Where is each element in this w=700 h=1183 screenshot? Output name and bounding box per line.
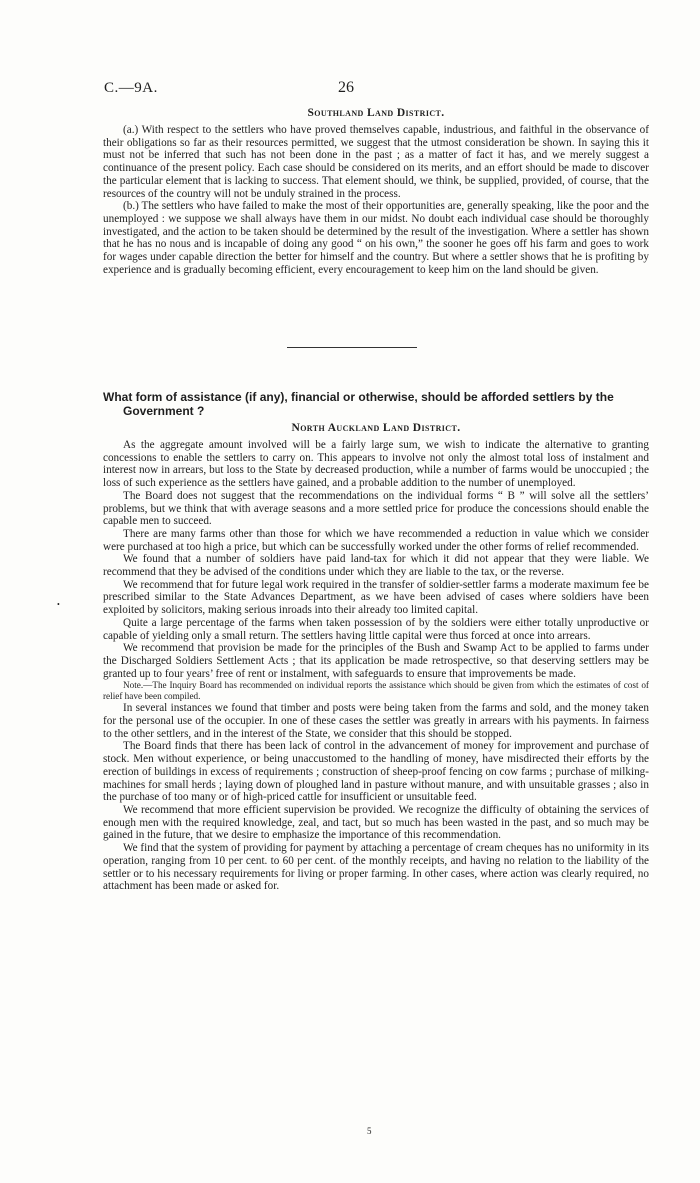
section-heading-north-auckland: North Auckland Land District. bbox=[291, 422, 461, 434]
paragraph: We find that the system of providing for payment by attaching a percentage of cream cheques has no uniformity in its operation, ranging from 10 per cent. to 60 per cent. of the monthly receipts, and having no relation to the liability of the settler or to his necessary requirements for living or proper farming. In other cases, where action was clearly required, no attachment has been made or asked for. bbox=[103, 842, 649, 893]
paragraph: There are many farms other than those for which we have recommended a reduction in value which we consider were purchased at too high a price, but which can be successfully worked under the other forms of relief recommended. bbox=[103, 527, 649, 553]
question-line-1: What form of assistance (if any), financial or otherwise, should be afforded settlers by the bbox=[103, 390, 614, 404]
section-heading-southland: Southland Land District. bbox=[307, 107, 445, 119]
page-number: 26 bbox=[338, 79, 354, 96]
paragraph: In several instances we found that timber and posts were being taken from the farms and sold, and the money taken for the personal use of the occupier. In one of these cases the settler was greatly in arrears with his payments. In fairness to the other settlers, and in the interest of the State, we consider that this should be stopped. bbox=[103, 702, 649, 740]
paragraph-a: (a.) With respect to the settlers who have proved themselves capable, industrious, and faithful in the observance of their obligations so far as their resources permitted, we suggest that the utmost consideration be shown. In saying this it must not be inferred that such has not been done in the past ; as a matter of fact it has, and we merely suggest a continuance of the present policy. Each case should be considered on its merits, and an effort should be made to discover the particular element that is lacking to success. That element should, we think, be supplied, provided, of course, that the resources of the country will not be unduly strained in the process. bbox=[103, 124, 649, 200]
section-southland bbox=[103, 107, 649, 276]
margin-dot-icon: • bbox=[57, 600, 60, 609]
paragraph: We recommend that provision be made for the principles of the Bush and Swamp Act to be applied to farms under the Discharged Soldiers Settlement Acts ; that its application be made retrospective, so that deserving settlers may be granted up to four years’ free of rent or instalment, with safeguards to ensure that improvements be made. bbox=[103, 642, 649, 680]
paragraph: The Board finds that there has been lack of control in the advancement of money for improvement and purchase of stock. Men without experience, or being unaccustomed to the handling of money, have misdirected their efforts by the erection of buildings in excess of requirements ; construction of sheep-proof fencing on cow farms ; purchase of milking-machines for small herds ; laying down of ploughed land in pasture without manure, and with unsuitable grasses ; also in the purchase of too many or of high-priced cattle for insufficient or unsuitable feed. bbox=[103, 740, 649, 804]
paragraph: As the aggregate amount involved will be a fairly large sum, we wish to indicate the alternative to granting concessions to enable the settlers to carry on. This appears to involve not only the almost total loss of instalment and interest now in arrears, but loss to the State by decreased production, while a number of farms would be unoccupied ; the loss of such experience as the settlers have gained, and a probable addition to the number of unemployed. bbox=[103, 439, 649, 490]
section-divider bbox=[287, 347, 417, 348]
paragraph: We recommend that more efficient supervision be provided. We recognize the difficulty of obtaining the services of enough men with the required knowledge, zeal, and tact, but so much has been wasted in the past, and so much may be gained in the future, that we desire to emphasize the importance of this recommendation. bbox=[103, 803, 649, 842]
paragraph: Quite a large percentage of the farms when taken possession of by the soldiers were either totally unproductive or capable of yielding only a small return. The settlers having little capital were thus forced at once into arrears. bbox=[103, 616, 649, 642]
note: Note.—The Inquiry Board has recommended on individual reports the assistance which should be given from which the estimates of cost of relief have been compiled. bbox=[103, 680, 649, 702]
question-line-2: Government ? bbox=[123, 404, 205, 418]
paragraph: The Board does not suggest that the recommendations on the individual forms “ B ” will solve all the settlers’ problems, but we think that with average seasons and a more settled price for produce the concessions should enable the capable men to succeed. bbox=[103, 489, 649, 528]
footer-mark: 5 bbox=[367, 1126, 372, 1136]
document-reference: C.—9A. bbox=[104, 80, 158, 96]
paragraph-b: (b.) The settlers who have failed to make the most of their opportunities are, generally speaking, like the poor and the unemployed : we suppose we shall always have them in our midst. No doubt each individual case should be thoroughly investigated, and the action to be taken should be determined by the result of the investigation. Where a settler has shown that he has no nous and is incapable of doing any good “ on his own,” the sooner he goes off his farm and goes to work for wages under capable direction the better for himself and the country. But where a settler shows that he is profiting by experience and is gradually becoming efficient, every encouragement to keep him on the land should be given. bbox=[103, 200, 649, 276]
section-north-auckland bbox=[103, 422, 649, 893]
paragraph: We found that a number of soldiers have paid land-tax for which it did not appear that they were liable. We recommend that they be advised of the conditions under which they are liable to the tax, or the reverse. bbox=[103, 553, 649, 579]
paragraph: We recommend that for future legal work required in the transfer of soldier-settler farms a moderate maximum fee be prescribed similar to the State Advances Department, as we have been advised of cases where soldiers have been exploited by solicitors, making serious inroads into their already too limited capital. bbox=[103, 578, 649, 617]
section-question bbox=[103, 390, 649, 418]
